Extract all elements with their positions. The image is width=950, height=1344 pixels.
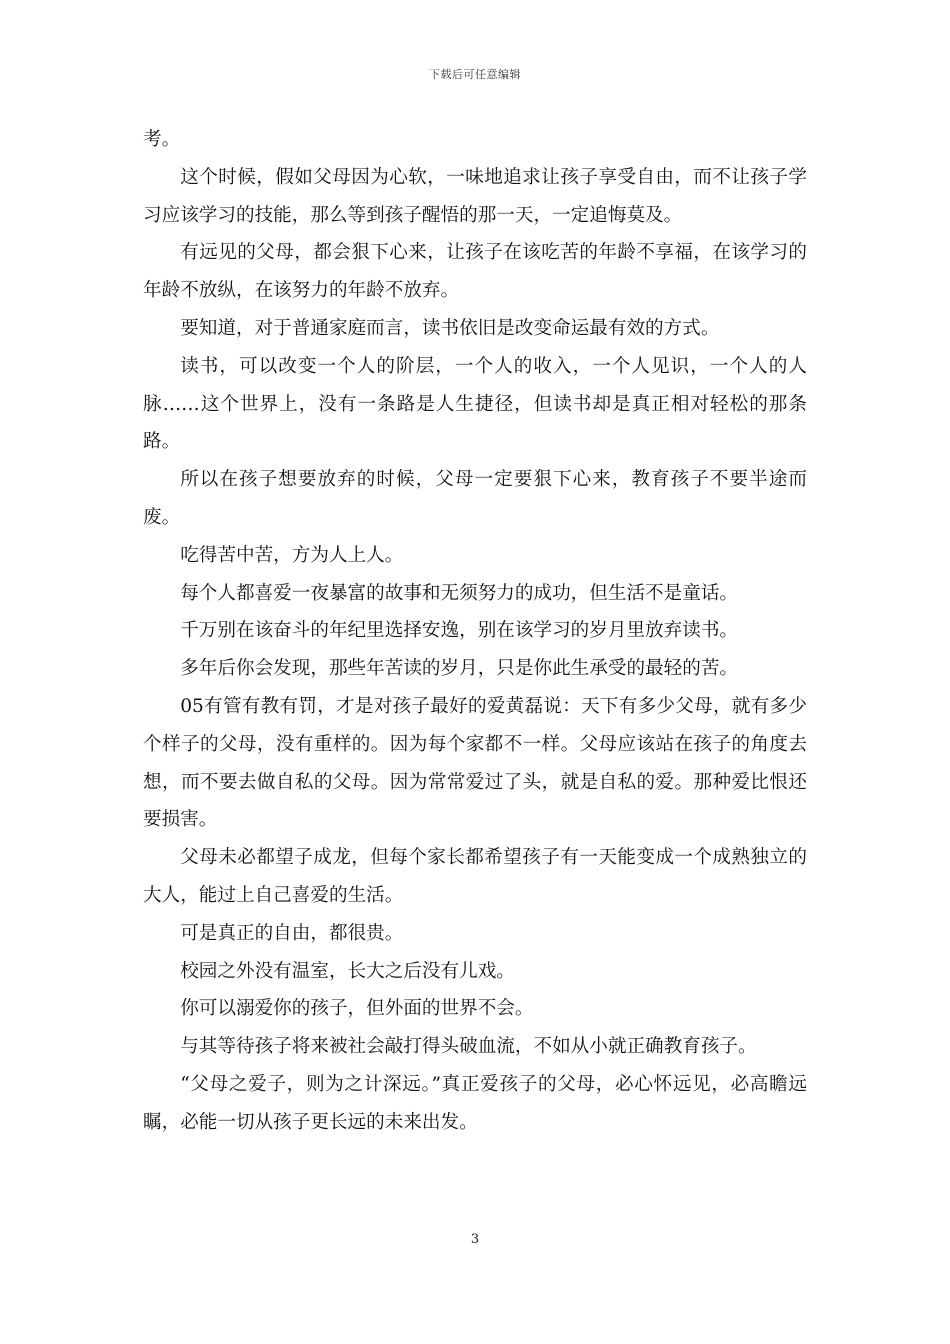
document-body — [143, 121, 807, 1142]
section-paragraph: 05有管有教有罚，才是对孩子最好的爱黄磊说：天下有多少父母，就有多少个样子的父母，没有重样的。因为每个家都不一样。父母应该站在孩子的角度去想，而不要去做自私的父母。因为常常爱过了头，就是自私的爱。那种爱比恨还要损害。 — [143, 695, 807, 831]
paragraph: 每个人都喜爱一夜暴富的故事和无须努力的成功，但生活不是童话。 — [180, 582, 739, 604]
paragraph: 要知道，对于普通家庭而言，读书依旧是改变命运最有效的方式。 — [180, 317, 720, 339]
paragraph-continuation: 考。 — [143, 129, 181, 150]
paragraph: 吃得苦中苦，方为人上人。 — [180, 544, 404, 566]
paragraph: 你可以溺爱你的孩子，但外面的世界不会。 — [180, 998, 534, 1020]
paragraph: 父母未必都望子成龙，但每个家长都希望孩子有一天能变成一个成熟独立的大人，能过上自己喜爱的生活。 — [143, 847, 807, 906]
quote-paragraph: “父母之爱子，则为之计深远。”真正爱孩子的父母，必心怀远见，必高瞻远瞩，必能一切从孩子更长远的未来出发。 — [143, 1073, 807, 1133]
paragraph: 与其等待孩子将来被社会敲打得头破血流，不如从小就正确教育孩子。 — [180, 1036, 757, 1058]
page-header: 下载后可任意编辑 — [429, 68, 521, 81]
paragraph: 校园之外没有温室，长大之后没有儿戏。 — [180, 960, 515, 982]
paragraph: 这个时候，假如父母因为心软，一味地追求让孩子享受自由，而不让孩子学习应该学习的技能，那么等到孩子醒悟的那一天，一定追悔莫及。 — [143, 166, 807, 226]
paragraph: 所以在孩子想要放弃的时候，父母一定要狠下心来，教育孩子不要半途而废。 — [143, 469, 807, 528]
page-number: 3 — [470, 1232, 480, 1247]
paragraph: 读书，可以改变一个人的阶层，一个人的收入，一个人见识，一个人的人脉……这个世界上，没有一条路是人生捷径，但读书却是真正相对轻松的那条路。 — [143, 355, 807, 453]
paragraph: 千万别在该奋斗的年纪里选择安逸，别在该学习的岁月里放弃读书。 — [180, 620, 739, 642]
paragraph: 有远见的父母，都会狠下心来，让孩子在该吃苦的年龄不享福，在该学习的年龄不放纵，在该努力的年龄不放弃。 — [143, 242, 807, 302]
paragraph: 多年后你会发现，那些年苦读的岁月，只是你此生承受的最轻的苦。 — [180, 658, 739, 680]
paragraph: 可是真正的自由，都很贵。 — [180, 922, 404, 944]
